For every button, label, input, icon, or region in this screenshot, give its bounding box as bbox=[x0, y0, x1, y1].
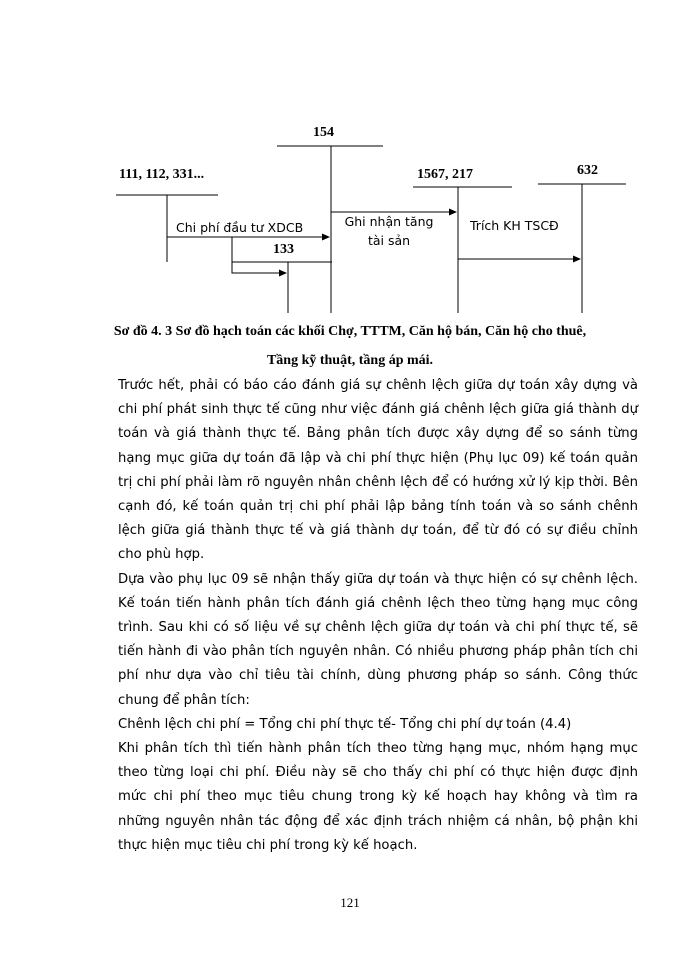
figure-caption-line-2: Tầng kỹ thuật, tầng áp mái. bbox=[266, 353, 434, 368]
accounting-flow-diagram bbox=[0, 0, 700, 320]
flow-investment-cost-label: Chi phí đầu tư XDCB bbox=[176, 220, 304, 235]
figure-caption-line-1: Sơ đồ 4. 3 Sơ đồ hạch toán các khối Chợ, TTTM, Căn hộ bán, Căn hộ cho thuê, bbox=[113, 324, 587, 339]
body-text bbox=[118, 374, 638, 858]
paragraph-3: Khi phân tích thì tiến hành phân tích theo từng hạng mục, nhóm hạng mục theo từng loại chi phí. Điều này sẽ cho thấy chi phí có thực hiện được định mức chi phí theo mục tiêu chung trong kỳ kế hoạch hay không và tìm ra những nguyên nhân tác động để xác định trách nhiệm cá nhân, bộ phận khi thực hiện mục tiêu chi phí trong kỳ kế hoạch. bbox=[118, 741, 638, 853]
account-1567-label: 1567, 217 bbox=[417, 167, 473, 182]
diagram-lines bbox=[0, 0, 700, 320]
account-133-label: 133 bbox=[273, 242, 294, 257]
paragraph-1: Trước hết, phải có báo cáo đánh giá sự chênh lệch giữa dự toán xây dựng và chi phí phát sinh thực tế cũng như việc đánh giá chênh lệch giữa giá thành dự toán và giá thành thực tế. Bảng phân tích được xây dựng để so sánh từng hạng mục giữa dự toán đã lập và chi phí thực hiện (Phụ lục 09) kế toán quản trị chi phí phải làm rõ nguyên nhân chênh lệch để có hướng xử lý kịp thời. Bên cạnh đó, kế toán quản trị chi phí phải lập bảng tính toán và so sánh chênh lệch giữa giá thành thực tế và giá thành dự toán, để từ đó có sự điều chỉnh cho phù hợp. bbox=[118, 378, 638, 563]
paragraph-2: Dựa vào phụ lục 09 sẽ nhận thấy giữa dự toán và thực hiện có sự chênh lệch. Kế toán tiến hành phân tích đánh giá chênh lệch theo từng hạng mục công trình. Sau khi có số liệu về sự chênh lệch giữa dự toán và chi phí thực tế, sẽ tiến hành đi vào phân tích nguyên nhân. Có nhiều phương pháp phân tích chi phí như dựa vào chỉ tiêu tài chính, dùng phương pháp so sánh. Công thức chung để phân tích: bbox=[118, 571, 638, 708]
paragraph-formula: Chênh lệch chi phí = Tổng chi phí thực tế- Tổng chi phí dự toán (4.4) bbox=[118, 716, 572, 732]
flow-depreciation-label: Trích KH TSCĐ bbox=[470, 218, 559, 233]
account-632-label: 632 bbox=[577, 163, 598, 178]
account-source-label: 111, 112, 331... bbox=[119, 167, 205, 182]
flow-record-increase-label: Ghi nhận tăng tài sản bbox=[344, 214, 434, 248]
account-154-label: 154 bbox=[313, 125, 334, 140]
page-number: 121 bbox=[340, 895, 360, 910]
